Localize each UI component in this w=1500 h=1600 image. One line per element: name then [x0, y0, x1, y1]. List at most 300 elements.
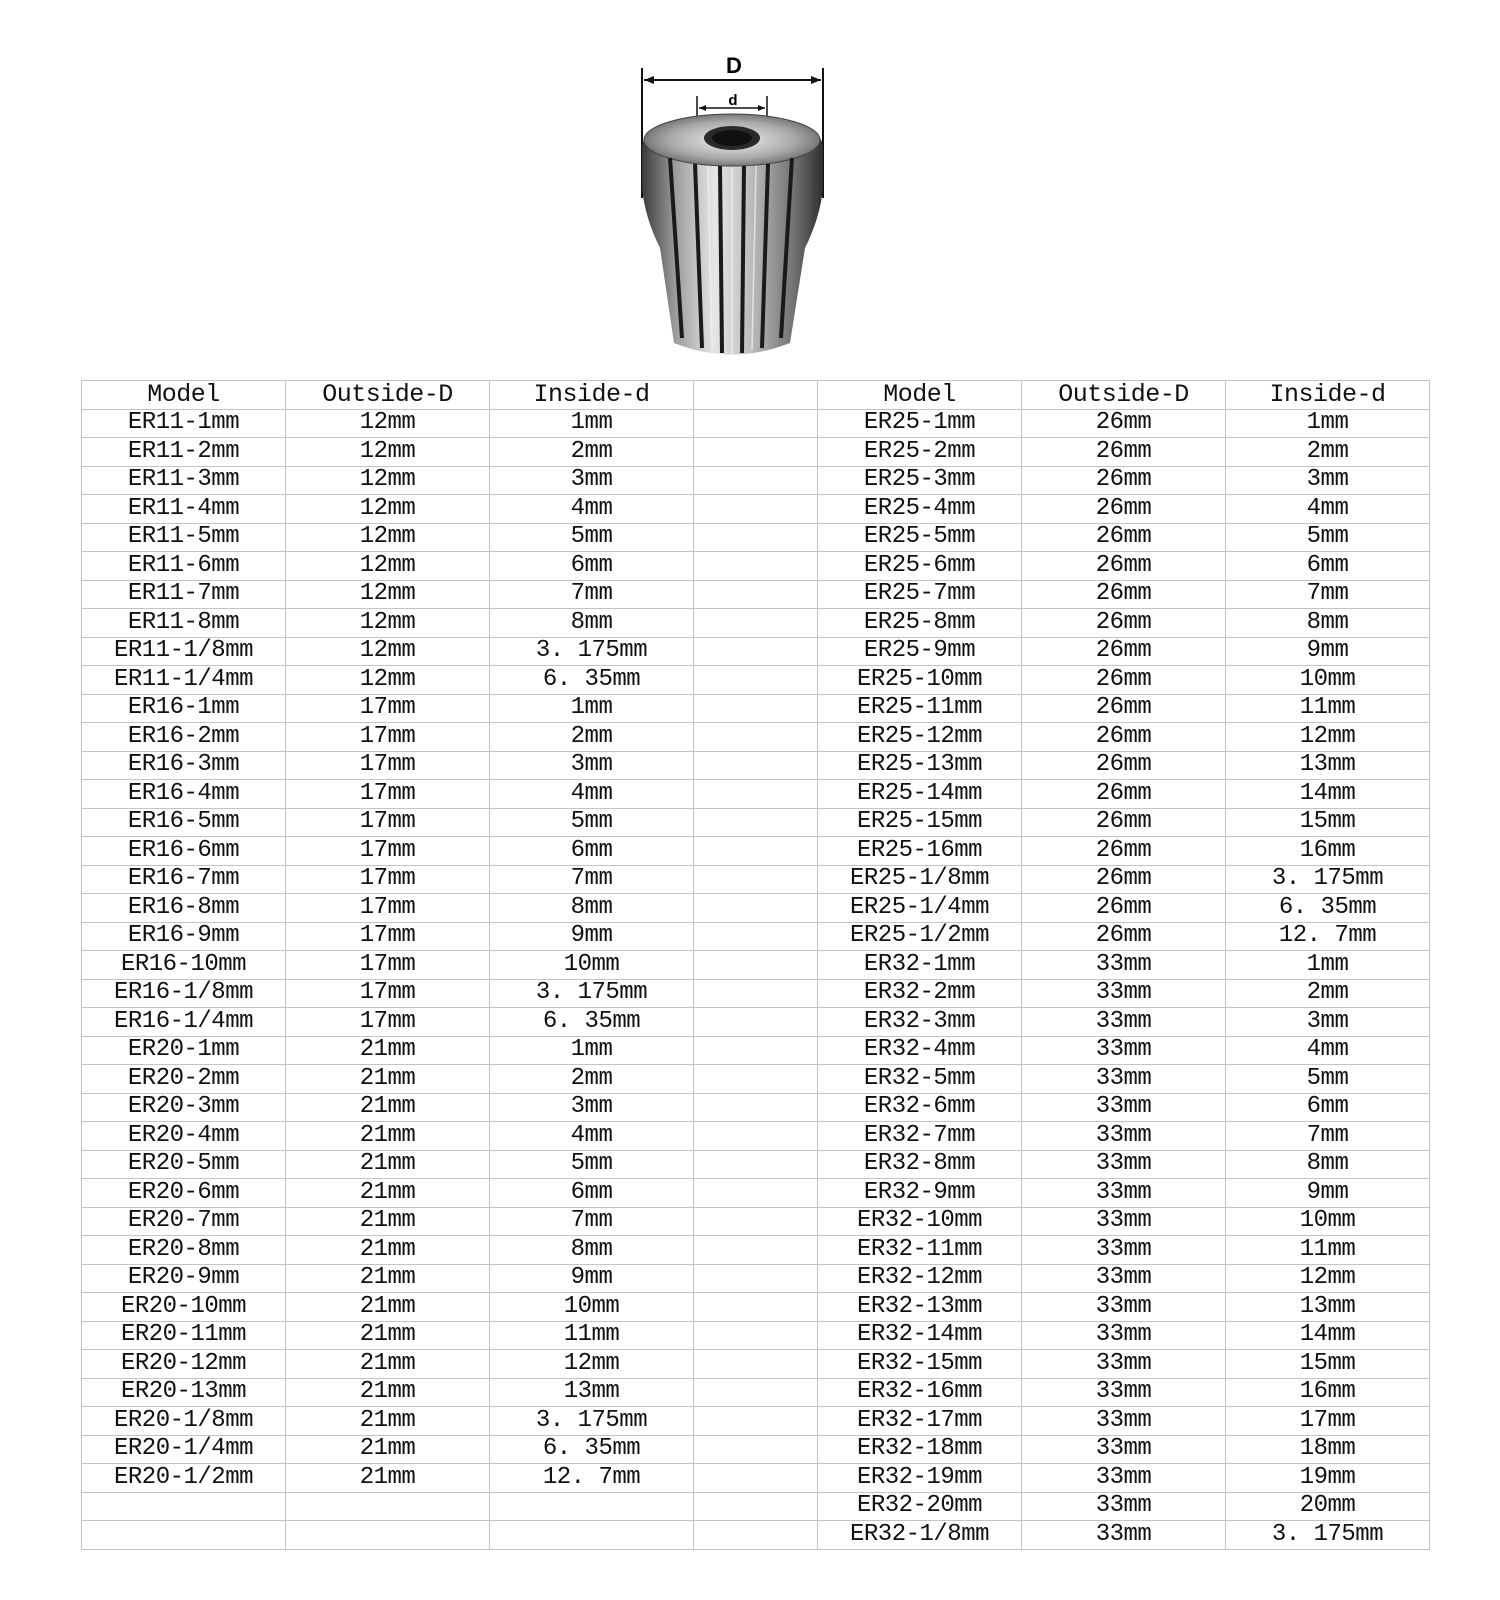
model-cell: ER32-20mm — [818, 1492, 1022, 1521]
inside-d-cell: 9mm — [1226, 637, 1430, 666]
outside-d-cell: 33mm — [1022, 1492, 1226, 1521]
outside-d-cell: 17mm — [286, 723, 490, 752]
outside-d-cell: 33mm — [1022, 1407, 1226, 1436]
outside-d-cell: 21mm — [286, 1264, 490, 1293]
model-cell: ER20-12mm — [82, 1350, 286, 1379]
outside-d-cell: 17mm — [286, 808, 490, 837]
model-cell: ER32-12mm — [818, 1264, 1022, 1293]
model-cell: ER32-10mm — [818, 1207, 1022, 1236]
gap-cell — [694, 1407, 818, 1436]
model-cell: ER25-3mm — [818, 466, 1022, 495]
outside-d-cell: 21mm — [286, 1036, 490, 1065]
inside-d-cell: 14mm — [1226, 780, 1430, 809]
outside-d-cell: 17mm — [286, 894, 490, 923]
inside-d-cell: 9mm — [490, 1264, 694, 1293]
inside-d-cell: 3mm — [1226, 1008, 1430, 1037]
outside-d-cell: 33mm — [1022, 1464, 1226, 1493]
inside-d-cell: 1mm — [490, 1036, 694, 1065]
inside-d-cell: 5mm — [490, 523, 694, 552]
table-row — [82, 894, 1430, 923]
model-cell: ER25-4mm — [818, 495, 1022, 524]
model-cell: ER25-1/4mm — [818, 894, 1022, 923]
table-row — [82, 637, 1430, 666]
model-cell: ER20-5mm — [82, 1150, 286, 1179]
gap-cell — [694, 1492, 818, 1521]
table-row — [82, 1036, 1430, 1065]
outside-d-cell: 26mm — [1022, 637, 1226, 666]
inside-d-cell: 10mm — [490, 1293, 694, 1322]
inside-d-cell: 11mm — [1226, 694, 1430, 723]
table-row — [82, 1264, 1430, 1293]
model-cell: ER20-1mm — [82, 1036, 286, 1065]
model-cell: ER20-6mm — [82, 1179, 286, 1208]
inside-d-cell: 3mm — [490, 751, 694, 780]
table-row — [82, 1521, 1430, 1550]
outside-d-cell: 21mm — [286, 1464, 490, 1493]
model-cell: ER11-5mm — [82, 523, 286, 552]
model-cell: ER16-1/4mm — [82, 1008, 286, 1037]
outside-d-cell: 17mm — [286, 979, 490, 1008]
outside-d-cell: 21mm — [286, 1207, 490, 1236]
table-row — [82, 1236, 1430, 1265]
table-row — [82, 1492, 1430, 1521]
gap-cell — [694, 979, 818, 1008]
inside-d-cell: 3mm — [1226, 466, 1430, 495]
model-cell: ER20-9mm — [82, 1264, 286, 1293]
inside-d-cell: 8mm — [490, 1236, 694, 1265]
table-row — [82, 438, 1430, 467]
model-cell: ER11-6mm — [82, 552, 286, 581]
model-cell: ER25-14mm — [818, 780, 1022, 809]
inside-d-cell: 3. 175mm — [1226, 865, 1430, 894]
inside-d-cell: 3mm — [490, 1093, 694, 1122]
outside-d-cell: 26mm — [1022, 865, 1226, 894]
inside-d-cell: 9mm — [490, 922, 694, 951]
outside-d-cell: 21mm — [286, 1179, 490, 1208]
model-cell: ER20-1/2mm — [82, 1464, 286, 1493]
table-row — [82, 552, 1430, 581]
table-row — [82, 609, 1430, 638]
inside-d-cell: 18mm — [1226, 1435, 1430, 1464]
model-cell: ER32-15mm — [818, 1350, 1022, 1379]
outside-d-cell: 33mm — [1022, 1236, 1226, 1265]
outside-d-cell: 12mm — [286, 580, 490, 609]
table-row — [82, 1065, 1430, 1094]
model-cell: ER25-1/8mm — [818, 865, 1022, 894]
outside-d-cell: 17mm — [286, 865, 490, 894]
model-cell: ER20-2mm — [82, 1065, 286, 1094]
outside-d-cell: 21mm — [286, 1321, 490, 1350]
inside-d-cell: 6mm — [1226, 1093, 1430, 1122]
inside-d-cell: 4mm — [490, 1122, 694, 1151]
outside-d-cell: 33mm — [1022, 979, 1226, 1008]
header-model: Model — [82, 381, 286, 410]
gap-cell — [694, 837, 818, 866]
inside-d-cell: 3. 175mm — [490, 1407, 694, 1436]
inside-d-cell: 12. 7mm — [1226, 922, 1430, 951]
model-cell: ER25-10mm — [818, 666, 1022, 695]
inside-d-cell: 6. 35mm — [490, 1435, 694, 1464]
inside-d-cell — [490, 1492, 694, 1521]
outside-d-cell: 33mm — [1022, 1264, 1226, 1293]
header-inside-d: Inside-d — [1226, 381, 1430, 410]
inside-d-cell: 7mm — [490, 1207, 694, 1236]
table-row — [82, 837, 1430, 866]
outside-d-cell: 21mm — [286, 1378, 490, 1407]
inside-d-cell: 1mm — [490, 694, 694, 723]
model-cell: ER11-7mm — [82, 580, 286, 609]
outside-d-cell: 21mm — [286, 1150, 490, 1179]
gap-cell — [694, 1264, 818, 1293]
gap-cell — [694, 1065, 818, 1094]
model-cell: ER11-4mm — [82, 495, 286, 524]
inside-d-cell: 8mm — [1226, 609, 1430, 638]
gap-cell — [694, 751, 818, 780]
inside-d-cell: 20mm — [1226, 1492, 1430, 1521]
model-cell: ER25-5mm — [818, 523, 1022, 552]
inside-d-cell: 1mm — [1226, 951, 1430, 980]
inside-d-cell: 7mm — [1226, 580, 1430, 609]
outside-d-cell: 12mm — [286, 409, 490, 438]
outside-d-cell: 26mm — [1022, 808, 1226, 837]
inside-d-cell: 16mm — [1226, 1378, 1430, 1407]
model-cell: ER11-3mm — [82, 466, 286, 495]
table-row — [82, 1321, 1430, 1350]
table-row — [82, 523, 1430, 552]
outside-d-cell: 33mm — [1022, 1321, 1226, 1350]
gap-cell — [694, 894, 818, 923]
gap-cell — [694, 922, 818, 951]
outside-d-cell: 33mm — [1022, 1122, 1226, 1151]
gap-cell — [694, 666, 818, 695]
model-cell: ER32-5mm — [818, 1065, 1022, 1094]
gap-cell — [694, 1150, 818, 1179]
outside-d-cell — [286, 1492, 490, 1521]
inside-d-cell: 16mm — [1226, 837, 1430, 866]
gap-cell — [694, 1179, 818, 1208]
model-cell: ER16-1/8mm — [82, 979, 286, 1008]
gap-cell — [694, 1093, 818, 1122]
outside-d-cell: 21mm — [286, 1065, 490, 1094]
inside-d-cell: 6. 35mm — [490, 666, 694, 695]
table-row — [82, 723, 1430, 752]
inside-d-cell: 6mm — [490, 552, 694, 581]
model-cell: ER32-9mm — [818, 1179, 1022, 1208]
model-cell: ER16-1mm — [82, 694, 286, 723]
outside-d-cell: 12mm — [286, 466, 490, 495]
model-cell: ER32-11mm — [818, 1236, 1022, 1265]
model-cell: ER32-1/8mm — [818, 1521, 1022, 1550]
model-cell: ER20-1/4mm — [82, 1435, 286, 1464]
table-row — [82, 865, 1430, 894]
inside-d-cell — [490, 1521, 694, 1550]
model-cell: ER25-13mm — [818, 751, 1022, 780]
outside-d-cell: 17mm — [286, 694, 490, 723]
table-row — [82, 979, 1430, 1008]
inside-d-cell: 19mm — [1226, 1464, 1430, 1493]
table-row — [82, 1464, 1430, 1493]
inside-d-cell: 3mm — [490, 466, 694, 495]
table-row — [82, 1008, 1430, 1037]
model-cell: ER16-7mm — [82, 865, 286, 894]
gap-cell — [694, 1464, 818, 1493]
outside-d-cell: 33mm — [1022, 951, 1226, 980]
outside-d-cell: 33mm — [1022, 1207, 1226, 1236]
inside-d-cell: 8mm — [490, 609, 694, 638]
gap-cell — [694, 808, 818, 837]
table-row — [82, 808, 1430, 837]
table-row — [82, 1435, 1430, 1464]
inside-d-cell: 12. 7mm — [490, 1464, 694, 1493]
model-cell: ER25-12mm — [818, 723, 1022, 752]
gap-cell — [694, 609, 818, 638]
gap-cell — [694, 1435, 818, 1464]
outside-d-cell: 33mm — [1022, 1036, 1226, 1065]
model-cell: ER25-9mm — [818, 637, 1022, 666]
model-cell: ER20-1/8mm — [82, 1407, 286, 1436]
gap-cell — [694, 780, 818, 809]
gap-cell — [694, 466, 818, 495]
header-outside-d: Outside-D — [286, 381, 490, 410]
inside-d-cell: 2mm — [1226, 438, 1430, 467]
inside-d-cell: 13mm — [1226, 751, 1430, 780]
inside-d-cell: 2mm — [490, 438, 694, 467]
outside-d-cell: 12mm — [286, 609, 490, 638]
gap-cell — [694, 694, 818, 723]
gap-cell — [694, 1350, 818, 1379]
table-row — [82, 666, 1430, 695]
outside-d-cell: 17mm — [286, 951, 490, 980]
inside-d-cell: 13mm — [1226, 1293, 1430, 1322]
table-row — [82, 951, 1430, 980]
model-cell: ER16-5mm — [82, 808, 286, 837]
outside-d-cell: 21mm — [286, 1435, 490, 1464]
model-cell: ER11-8mm — [82, 609, 286, 638]
model-cell: ER25-7mm — [818, 580, 1022, 609]
table-header-row — [82, 381, 1430, 410]
model-cell: ER11-1/4mm — [82, 666, 286, 695]
outer-diameter-label: D — [726, 53, 742, 78]
outside-d-cell: 33mm — [1022, 1521, 1226, 1550]
outside-d-cell: 17mm — [286, 751, 490, 780]
outside-d-cell: 26mm — [1022, 751, 1226, 780]
outside-d-cell: 26mm — [1022, 837, 1226, 866]
model-cell: ER20-8mm — [82, 1236, 286, 1265]
table-row — [82, 495, 1430, 524]
inside-d-cell: 2mm — [490, 1065, 694, 1094]
inside-d-cell: 6. 35mm — [1226, 894, 1430, 923]
outside-d-cell: 33mm — [1022, 1378, 1226, 1407]
inside-d-cell: 17mm — [1226, 1407, 1430, 1436]
gap-cell — [694, 1236, 818, 1265]
outside-d-cell: 12mm — [286, 523, 490, 552]
outside-d-cell: 12mm — [286, 552, 490, 581]
outside-d-cell: 21mm — [286, 1122, 490, 1151]
gap-cell — [694, 1378, 818, 1407]
gap-cell — [694, 1293, 818, 1322]
outside-d-cell: 26mm — [1022, 894, 1226, 923]
outside-d-cell: 12mm — [286, 637, 490, 666]
model-cell: ER32-18mm — [818, 1435, 1022, 1464]
outside-d-cell: 12mm — [286, 666, 490, 695]
outside-d-cell: 21mm — [286, 1350, 490, 1379]
model-cell: ER32-16mm — [818, 1378, 1022, 1407]
collet-figure — [640, 48, 840, 368]
model-cell: ER16-10mm — [82, 951, 286, 980]
model-cell: ER16-3mm — [82, 751, 286, 780]
outside-d-cell: 26mm — [1022, 466, 1226, 495]
outside-d-cell: 33mm — [1022, 1293, 1226, 1322]
outside-d-cell: 26mm — [1022, 495, 1226, 524]
table-row — [82, 1150, 1430, 1179]
gap-cell — [694, 580, 818, 609]
inner-diameter-label: d — [728, 92, 738, 109]
outside-d-cell: 26mm — [1022, 666, 1226, 695]
gap-cell — [694, 723, 818, 752]
outside-d-cell: 17mm — [286, 922, 490, 951]
model-cell: ER16-4mm — [82, 780, 286, 809]
model-cell: ER20-11mm — [82, 1321, 286, 1350]
outside-d-cell: 33mm — [1022, 1179, 1226, 1208]
gap-cell — [694, 409, 818, 438]
header-inside-d: Inside-d — [490, 381, 694, 410]
table-row — [82, 780, 1430, 809]
outside-d-cell: 26mm — [1022, 580, 1226, 609]
gap-cell — [694, 523, 818, 552]
model-cell: ER20-10mm — [82, 1293, 286, 1322]
outside-d-cell: 17mm — [286, 780, 490, 809]
outside-d-cell: 26mm — [1022, 723, 1226, 752]
model-cell: ER20-7mm — [82, 1207, 286, 1236]
model-cell: ER32-7mm — [818, 1122, 1022, 1151]
gap-cell — [694, 1321, 818, 1350]
model-cell: ER20-4mm — [82, 1122, 286, 1151]
er-collet-icon — [640, 48, 840, 368]
model-cell: ER25-2mm — [818, 438, 1022, 467]
inside-d-cell: 12mm — [490, 1350, 694, 1379]
outside-d-cell — [286, 1521, 490, 1550]
model-cell: ER11-1/8mm — [82, 637, 286, 666]
model-cell: ER32-1mm — [818, 951, 1022, 980]
inside-d-cell: 3. 175mm — [490, 979, 694, 1008]
inside-d-cell: 14mm — [1226, 1321, 1430, 1350]
model-cell: ER20-13mm — [82, 1378, 286, 1407]
gap-cell — [694, 381, 818, 410]
inside-d-cell: 1mm — [490, 409, 694, 438]
inside-d-cell: 4mm — [1226, 1036, 1430, 1065]
outside-d-cell: 26mm — [1022, 694, 1226, 723]
model-cell — [82, 1492, 286, 1521]
inside-d-cell: 13mm — [490, 1378, 694, 1407]
outside-d-cell: 33mm — [1022, 1435, 1226, 1464]
outside-d-cell: 26mm — [1022, 523, 1226, 552]
outside-d-cell: 17mm — [286, 1008, 490, 1037]
gap-cell — [694, 552, 818, 581]
outside-d-cell: 33mm — [1022, 1150, 1226, 1179]
inside-d-cell: 9mm — [1226, 1179, 1430, 1208]
gap-cell — [694, 1207, 818, 1236]
model-cell: ER25-1/2mm — [818, 922, 1022, 951]
table-row — [82, 1350, 1430, 1379]
table-row — [82, 1122, 1430, 1151]
table-row — [82, 466, 1430, 495]
model-cell: ER32-17mm — [818, 1407, 1022, 1436]
model-cell: ER32-19mm — [818, 1464, 1022, 1493]
model-cell: ER25-1mm — [818, 409, 1022, 438]
inside-d-cell: 11mm — [1226, 1236, 1430, 1265]
model-cell: ER16-2mm — [82, 723, 286, 752]
table-row — [82, 694, 1430, 723]
inside-d-cell: 6. 35mm — [490, 1008, 694, 1037]
outside-d-cell: 21mm — [286, 1093, 490, 1122]
outside-d-cell: 33mm — [1022, 1093, 1226, 1122]
model-cell: ER20-3mm — [82, 1093, 286, 1122]
inside-d-cell: 10mm — [1226, 1207, 1430, 1236]
table-row — [82, 1179, 1430, 1208]
header-outside-d: Outside-D — [1022, 381, 1226, 410]
inside-d-cell: 2mm — [490, 723, 694, 752]
outside-d-cell: 26mm — [1022, 780, 1226, 809]
inside-d-cell: 5mm — [490, 808, 694, 837]
outside-d-cell: 26mm — [1022, 409, 1226, 438]
model-cell: ER32-2mm — [818, 979, 1022, 1008]
gap-cell — [694, 951, 818, 980]
inside-d-cell: 10mm — [490, 951, 694, 980]
inside-d-cell: 5mm — [1226, 523, 1430, 552]
header-model: Model — [818, 381, 1022, 410]
outside-d-cell: 21mm — [286, 1236, 490, 1265]
model-cell: ER16-6mm — [82, 837, 286, 866]
inside-d-cell: 4mm — [490, 780, 694, 809]
outside-d-cell: 26mm — [1022, 609, 1226, 638]
table-row — [82, 1207, 1430, 1236]
gap-cell — [694, 1122, 818, 1151]
inside-d-cell: 2mm — [1226, 979, 1430, 1008]
gap-cell — [694, 438, 818, 467]
inside-d-cell: 7mm — [490, 580, 694, 609]
model-cell: ER25-11mm — [818, 694, 1022, 723]
outside-d-cell: 26mm — [1022, 922, 1226, 951]
model-cell: ER11-2mm — [82, 438, 286, 467]
inside-d-cell: 6mm — [1226, 552, 1430, 581]
inside-d-cell: 4mm — [490, 495, 694, 524]
table-row — [82, 1378, 1430, 1407]
model-cell: ER25-15mm — [818, 808, 1022, 837]
table-row — [82, 751, 1430, 780]
inside-d-cell: 7mm — [1226, 1122, 1430, 1151]
inside-d-cell: 6mm — [490, 1179, 694, 1208]
model-cell: ER25-8mm — [818, 609, 1022, 638]
inside-d-cell: 5mm — [490, 1150, 694, 1179]
table-row — [82, 1407, 1430, 1436]
outside-d-cell: 17mm — [286, 837, 490, 866]
inside-d-cell: 7mm — [490, 865, 694, 894]
table-row — [82, 409, 1430, 438]
model-cell: ER11-1mm — [82, 409, 286, 438]
inside-d-cell: 5mm — [1226, 1065, 1430, 1094]
gap-cell — [694, 495, 818, 524]
model-cell: ER32-8mm — [818, 1150, 1022, 1179]
gap-cell — [694, 637, 818, 666]
model-cell — [82, 1521, 286, 1550]
model-cell: ER32-3mm — [818, 1008, 1022, 1037]
outside-d-cell: 33mm — [1022, 1008, 1226, 1037]
inside-d-cell: 15mm — [1226, 1350, 1430, 1379]
gap-cell — [694, 865, 818, 894]
gap-cell — [694, 1036, 818, 1065]
outside-d-cell: 26mm — [1022, 438, 1226, 467]
model-cell: ER32-4mm — [818, 1036, 1022, 1065]
